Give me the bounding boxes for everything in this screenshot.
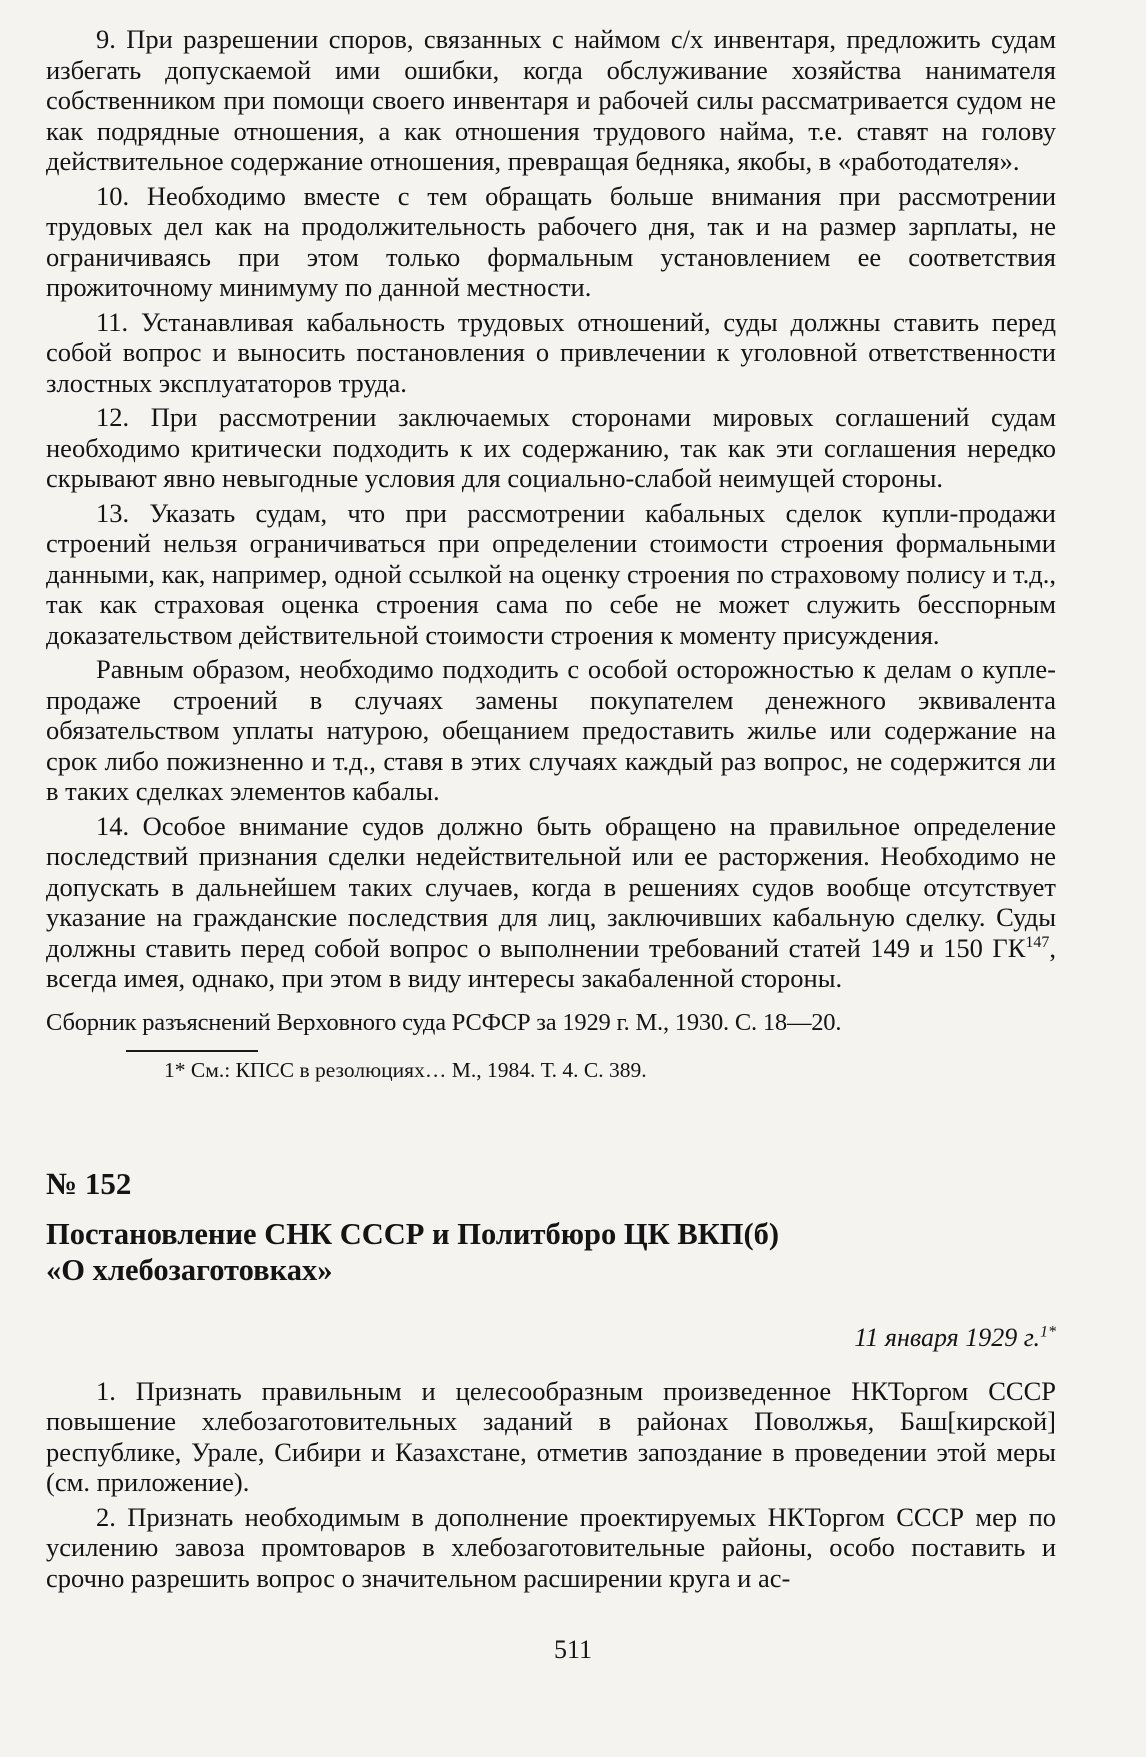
- document-points: [46, 1376, 1056, 1594]
- document-date-text: 11 января 1929 г.: [854, 1322, 1040, 1352]
- paragraph-9: 9. При разрешении споров, связанных с наймом с/х инвентаря, предложить судам избегать допускаемой ими ошибки, когда обслуживание хозяйства нанимателя собственником при помощи своего инвентаря и рабочей силы рассматривается судом не как подрядные отношения, а как отношения трудового найма, т.е. ставят на голову действительное содержание отношения, превращая бедняка, якобы, в «работодателя».: [46, 24, 1056, 176]
- document-date: [46, 1322, 1056, 1354]
- document-title: [46, 1216, 1056, 1288]
- footnote-reference: 147: [1025, 933, 1050, 951]
- paragraph-12: 12. При рассмотрении заключаемых сторонами мировых соглашений судам необходимо критически подходить к их содержанию, так как эти соглашения нередко скрывают явно невыгодные условия для социально-слабой неимущей стороны.: [46, 402, 1056, 493]
- paragraph-13: 13. Указать судам, что при рассмотрении кабальных сделок купли-продажи строений нельзя ограничиваться при определении стоимости строения формальными данными, как, например, одной ссылкой на оценку строения по страховому полису и т.д., так как страховая оценка строения сама по себе не может служить бесспорным доказательством действительной стоимости строения к моменту присуждения.: [46, 497, 1056, 650]
- footnote-text: См.: КПСС в резолюциях… М., 1984. Т. 4. С. 389.: [185, 1057, 647, 1082]
- footnote: [164, 1056, 1056, 1084]
- paragraph-13-continued: Равным образом, необходимо подходить с особой осторожностью к делам о купле-продаже строений в случаях замены покупателем денежного эквивалента обязательством уплаты натурою, обещанием предоставить жилье или содержание на срок либо пожизненно и т.д., ставя в этих случаях каждый раз вопрос, не содержится ли в таких сделках элементов кабалы.: [46, 654, 1056, 806]
- paragraph-14-text: 14. Особое внимание судов должно быть обращено на правильное определение последствий признания сделки недействительной или ее расторжения. Необходимо не допускать в дальнейшем таких случаев, когда в решениях судов вообще отсутствует указание на гражданские последствия для лиц, заключивших кабальную сделку. Суды должны ставить перед собой вопрос о выполнении требований статей 149 и 150 ГК: [46, 810, 1056, 963]
- source-citation: Сборник разъяснений Верховного суда РСФСР за 1929 г. М., 1930. С. 18—20.: [46, 1008, 842, 1036]
- paragraph-11: 11. Устанавливая кабальность трудовых отношений, суды должны ставить перед собой вопрос и выносить постановления о привлечении к уголовной ответственности злостных эксплуататоров труда.: [46, 306, 1056, 398]
- document-point-2: 2. Признать необходимым в дополнение проектируемых НКТоргом СССР мер по усилению завоза промтоваров в хлебозаготовительные районы, особо поставить и срочно разрешить вопрос о значительном расширении круга и ас-: [46, 1501, 1056, 1593]
- footnote-marker: 1*: [164, 1057, 186, 1082]
- document-number: № 152: [46, 1165, 132, 1201]
- document-date-note: 1*: [1040, 1322, 1056, 1340]
- page-number: 511: [553, 1635, 593, 1664]
- document-title-line-1: Постановление СНК СССР и Политбюро ЦК ВКП(б): [46, 1216, 780, 1251]
- paragraph-14: [46, 811, 1056, 994]
- main-text: [46, 24, 1056, 994]
- document-title-line-2: «О хлебозаготовках»: [46, 1252, 333, 1287]
- footnote-divider: [126, 1050, 258, 1052]
- document-point-1: 1. Признать правильным и целесообразным произведенное НКТоргом СССР повышение хлебозаготовительных заданий в районах Поволжья, Баш[кирской] республике, Урале, Сибири и Казахстане, отметив запоздание в проведении этой меры (см. приложение).: [46, 1375, 1056, 1497]
- paragraph-14-tail: , всегда имея, однако, при этом в виду интересы закабаленной стороны.: [46, 932, 1056, 993]
- paragraph-10: 10. Необходимо вместе с тем обращать больше внимания при рассмотрении трудовых дел как на продолжительность рабочего дня, так и на размер зарплаты, не ограничиваясь при этом только формальным установлением ее соответствия прожиточному минимуму по данной местности.: [46, 180, 1056, 302]
